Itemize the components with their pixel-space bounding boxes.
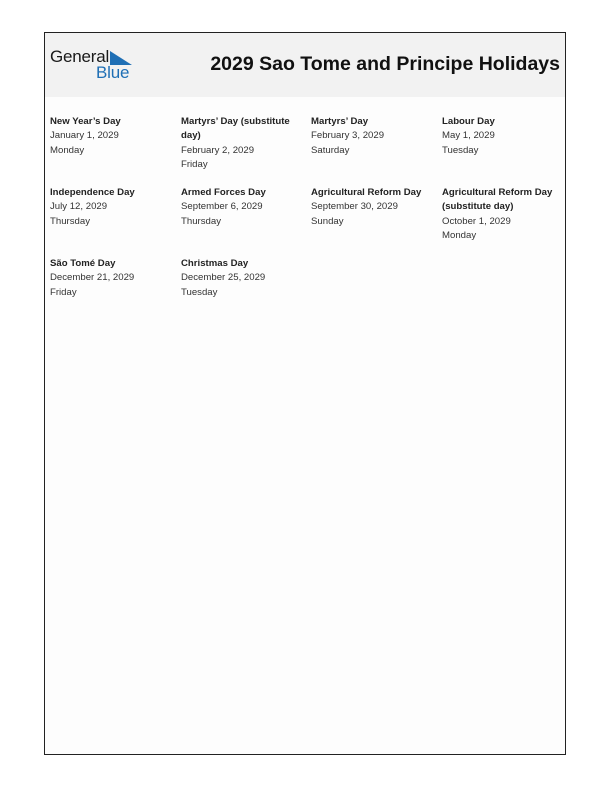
holiday-date: January 1, 2029 xyxy=(50,130,119,142)
holiday-name: São Tomé Day xyxy=(50,258,116,269)
holiday-item xyxy=(50,257,174,300)
holiday-weekday: Monday xyxy=(442,229,477,241)
holiday-item xyxy=(311,186,435,229)
generalblue-logo[interactable] xyxy=(50,47,140,87)
logo-text-general: General xyxy=(50,47,110,66)
holiday-name: Martyrs’ Day (substitute day) xyxy=(181,116,290,142)
holiday-date: October 1, 2029 xyxy=(442,215,511,227)
holiday-item xyxy=(50,115,174,158)
holiday-date: July 12, 2029 xyxy=(50,201,108,213)
holiday-name: Independence Day xyxy=(50,187,135,198)
holiday-weekday: Monday xyxy=(50,144,85,156)
holiday-name: New Year’s Day xyxy=(50,116,121,127)
holiday-weekday: Thursday xyxy=(50,215,90,227)
holiday-weekday: Sunday xyxy=(311,215,344,227)
holiday-weekday: Saturday xyxy=(311,144,350,156)
holiday-weekday: Tuesday xyxy=(442,144,479,156)
holiday-item xyxy=(442,115,566,158)
holiday-item xyxy=(181,257,305,300)
holiday-name: Martyrs’ Day xyxy=(311,116,369,127)
holiday-date: December 21, 2029 xyxy=(50,272,135,284)
holiday-name: Armed Forces Day xyxy=(181,187,266,198)
holiday-date: December 25, 2029 xyxy=(181,272,266,284)
holiday-weekday: Tuesday xyxy=(181,286,218,298)
holiday-page xyxy=(44,32,566,755)
logo-text-blue: Blue xyxy=(96,63,130,82)
holiday-item xyxy=(50,186,174,229)
holiday-item xyxy=(181,186,305,229)
holiday-weekday: Friday xyxy=(181,158,208,170)
page-header xyxy=(45,33,565,97)
holiday-date: September 6, 2029 xyxy=(181,201,263,213)
holiday-item xyxy=(442,186,566,243)
holiday-item xyxy=(181,115,305,172)
holiday-date: February 2, 2029 xyxy=(181,144,255,156)
holiday-name: Agricultural Reform Day (substitute day) xyxy=(442,187,553,213)
holiday-date: February 3, 2029 xyxy=(311,130,385,142)
holiday-date: September 30, 2029 xyxy=(311,201,398,213)
holiday-item xyxy=(311,115,435,158)
holiday-name: Christmas Day xyxy=(181,258,249,269)
holiday-weekday: Thursday xyxy=(181,215,221,227)
page-title: 2029 Sao Tome and Principe Holidays xyxy=(210,53,560,75)
holiday-date: May 1, 2029 xyxy=(442,130,495,142)
holiday-name: Agricultural Reform Day xyxy=(311,187,422,198)
holiday-name: Labour Day xyxy=(442,116,495,127)
holiday-weekday: Friday xyxy=(50,286,77,298)
